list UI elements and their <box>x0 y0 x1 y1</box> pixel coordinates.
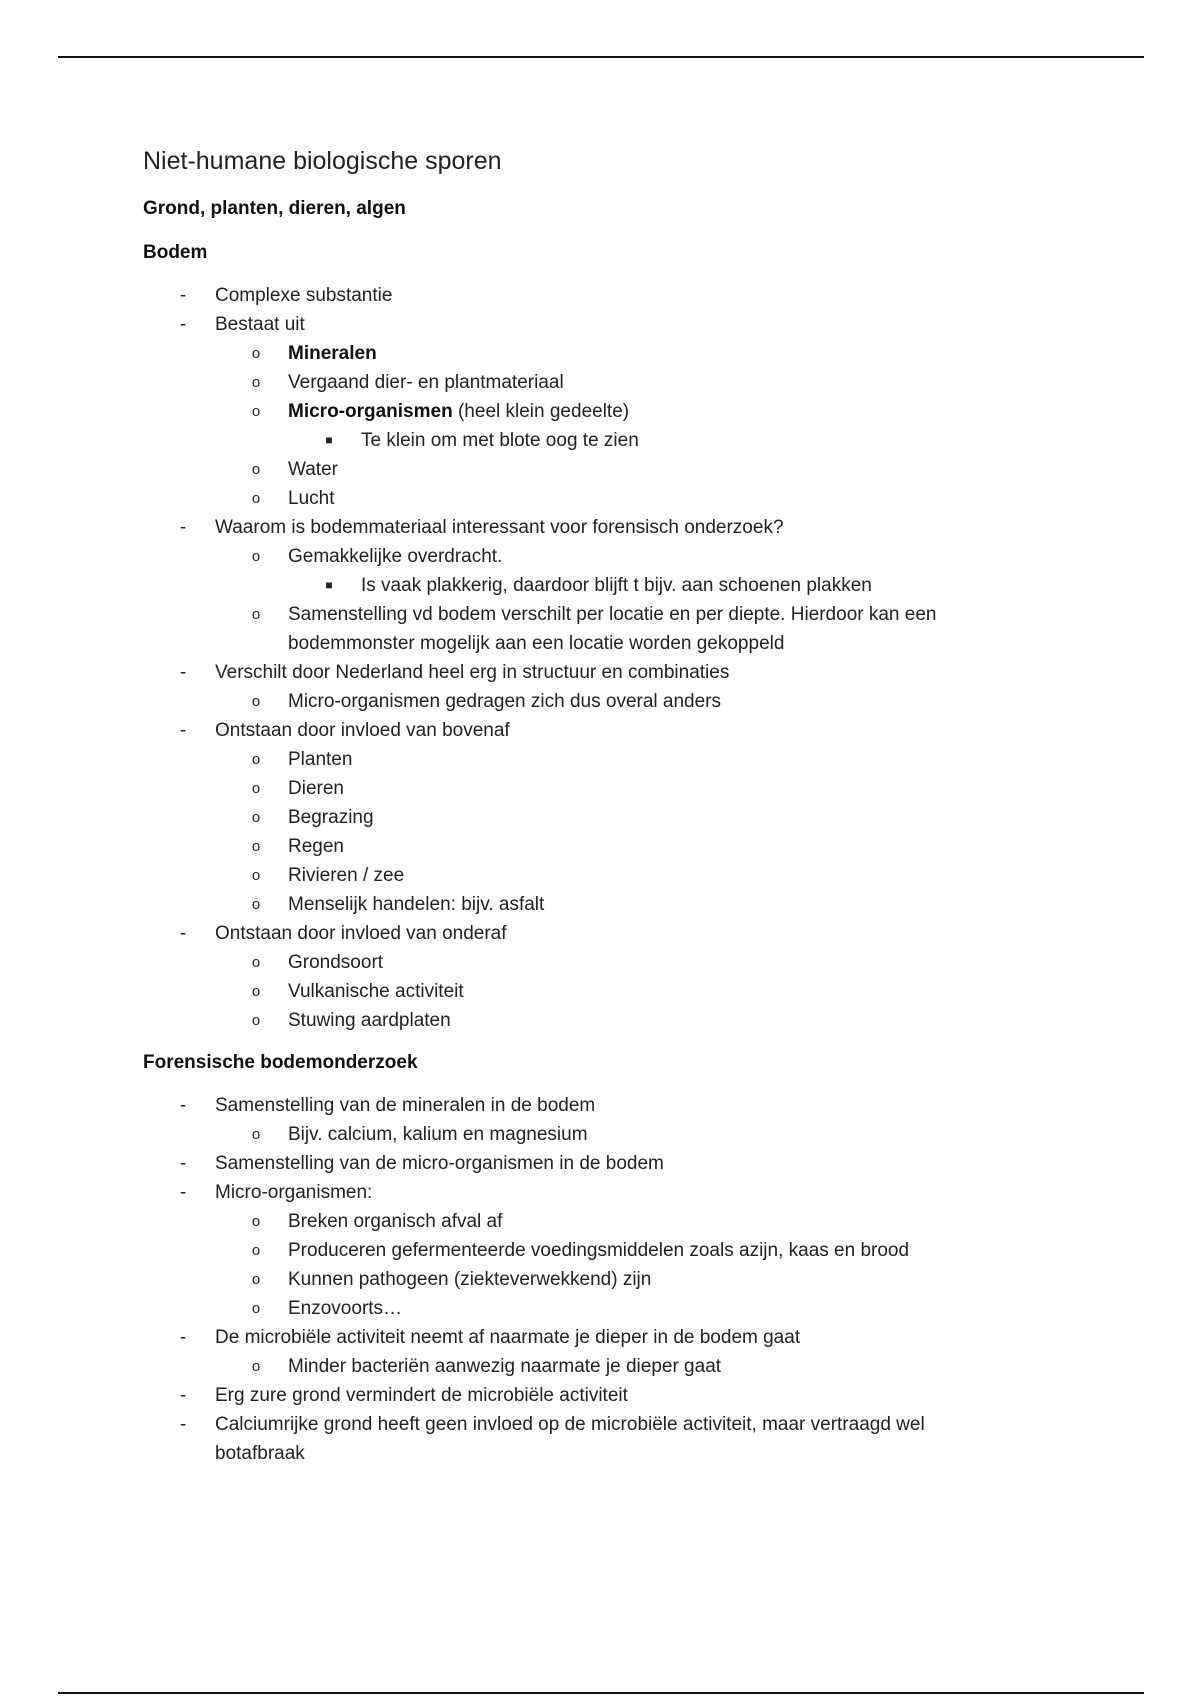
list-item: o Minder bacteriën aanwezig naarmate je dieper gaat <box>143 1352 1143 1381</box>
circle-bullet: o <box>251 867 261 884</box>
list-item: - De microbiële activiteit neemt af naarmate je dieper in de bodem gaat <box>143 1323 1143 1352</box>
bodem-list <box>143 281 1143 1035</box>
circle-bullet: o <box>251 1300 261 1317</box>
footer-rule <box>58 1692 1144 1694</box>
square-bullet: ■ <box>325 433 333 447</box>
circle-bullet: o <box>251 780 261 797</box>
circle-bullet: o <box>251 345 261 362</box>
list-item: o Enzovoorts… <box>143 1294 1143 1323</box>
dash-bullet: - <box>179 662 187 683</box>
list-item: o Mineralen <box>143 339 1143 368</box>
list-item: - Waarom is bodemmateriaal interessant voor forensisch onderzoek? <box>143 513 1143 542</box>
section-heading-bodem: Bodem <box>143 242 208 263</box>
list-item: - Ontstaan door invloed van bovenaf <box>143 716 1143 745</box>
dash-bullet: - <box>179 1095 187 1116</box>
circle-bullet: o <box>251 1012 261 1029</box>
list-item: - Micro-organismen: <box>143 1178 1143 1207</box>
list-item: o Lucht <box>143 484 1143 513</box>
circle-bullet: o <box>251 1126 261 1143</box>
circle-bullet: o <box>251 751 261 768</box>
list-item: o Vergaand dier- en plantmateriaal <box>143 368 1143 397</box>
circle-bullet: o <box>251 693 261 710</box>
forensisch-list <box>143 1091 1143 1468</box>
list-item-continuation: bodemmonster mogelijk aan een locatie worden gekoppeld <box>288 633 785 654</box>
list-item: o Begrazing <box>143 803 1143 832</box>
list-item: ■ Is vaak plakkerig, daardoor blijft t bijv. aan schoenen plakken <box>143 571 1143 600</box>
dash-bullet: - <box>179 1385 187 1406</box>
header-rule <box>58 56 1144 58</box>
circle-bullet: o <box>251 403 261 420</box>
list-item: o Kunnen pathogeen (ziekteverwekkend) zijn <box>143 1265 1143 1294</box>
list-item: o Micro-organismen (heel klein gedeelte) <box>143 397 1143 426</box>
list-item: o Vulkanische activiteit <box>143 977 1143 1006</box>
circle-bullet: o <box>251 374 261 391</box>
dash-bullet: - <box>179 923 187 944</box>
circle-bullet: o <box>251 490 261 507</box>
list-item: o Gemakkelijke overdracht. <box>143 542 1143 571</box>
section-heading-forensisch: Forensische bodemonderzoek <box>143 1052 418 1073</box>
circle-bullet: o <box>251 983 261 1000</box>
square-bullet: ■ <box>325 578 333 592</box>
list-item: - Ontstaan door invloed van onderaf <box>143 919 1143 948</box>
circle-bullet: o <box>251 809 261 826</box>
subtitle: Grond, planten, dieren, algen <box>143 198 406 219</box>
dash-bullet: - <box>179 1153 187 1174</box>
circle-bullet: o <box>251 548 261 565</box>
circle-bullet: o <box>251 1242 261 1259</box>
document-body <box>143 143 1143 1468</box>
circle-bullet: o <box>251 896 261 913</box>
list-item-continuation: botafbraak <box>215 1443 305 1464</box>
list-item: o Micro-organismen gedragen zich dus overal anders <box>143 687 1143 716</box>
dash-bullet: - <box>179 285 187 306</box>
list-item: o Menselijk handelen: bijv. asfalt <box>143 890 1143 919</box>
list-item: - Erg zure grond vermindert de microbiële activiteit <box>143 1381 1143 1410</box>
list-item: - Complexe substantie <box>143 281 1143 310</box>
list-item: o Grondsoort <box>143 948 1143 977</box>
list-item: - Samenstelling van de micro-organismen in de bodem <box>143 1149 1143 1178</box>
dash-bullet: - <box>179 314 187 335</box>
dash-bullet: - <box>179 1414 187 1435</box>
circle-bullet: o <box>251 838 261 855</box>
list-item: o Rivieren / zee <box>143 861 1143 890</box>
list-item: o Bijv. calcium, kalium en magnesium <box>143 1120 1143 1149</box>
list-item: - Calciumrijke grond heeft geen invloed op de microbiële activiteit, maar vertraagd wel <box>143 1410 1143 1439</box>
list-item: o Regen <box>143 832 1143 861</box>
list-item: - Bestaat uit <box>143 310 1143 339</box>
circle-bullet: o <box>251 954 261 971</box>
page-title: Niet-humane biologische sporen <box>143 147 502 175</box>
list-item: o Water <box>143 455 1143 484</box>
circle-bullet: o <box>251 606 261 623</box>
list-item: - Verschilt door Nederland heel erg in structuur en combinaties <box>143 658 1143 687</box>
dash-bullet: - <box>179 1327 187 1348</box>
circle-bullet: o <box>251 1358 261 1375</box>
list-item: o Breken organisch afval af <box>143 1207 1143 1236</box>
circle-bullet: o <box>251 1271 261 1288</box>
list-item: ■ Te klein om met blote oog te zien <box>143 426 1143 455</box>
list-item: o Dieren <box>143 774 1143 803</box>
circle-bullet: o <box>251 461 261 478</box>
list-item: o Samenstelling vd bodem verschilt per locatie en per diepte. Hierdoor kan een <box>143 600 1143 629</box>
dash-bullet: - <box>179 720 187 741</box>
circle-bullet: o <box>251 1213 261 1230</box>
list-item: - Samenstelling van de mineralen in de bodem <box>143 1091 1143 1120</box>
list-item: o Produceren gefermenteerde voedingsmiddelen zoals azijn, kaas en brood <box>143 1236 1143 1265</box>
dash-bullet: - <box>179 1182 187 1203</box>
list-item: o Stuwing aardplaten <box>143 1006 1143 1035</box>
dash-bullet: - <box>179 517 187 538</box>
list-item: o Planten <box>143 745 1143 774</box>
